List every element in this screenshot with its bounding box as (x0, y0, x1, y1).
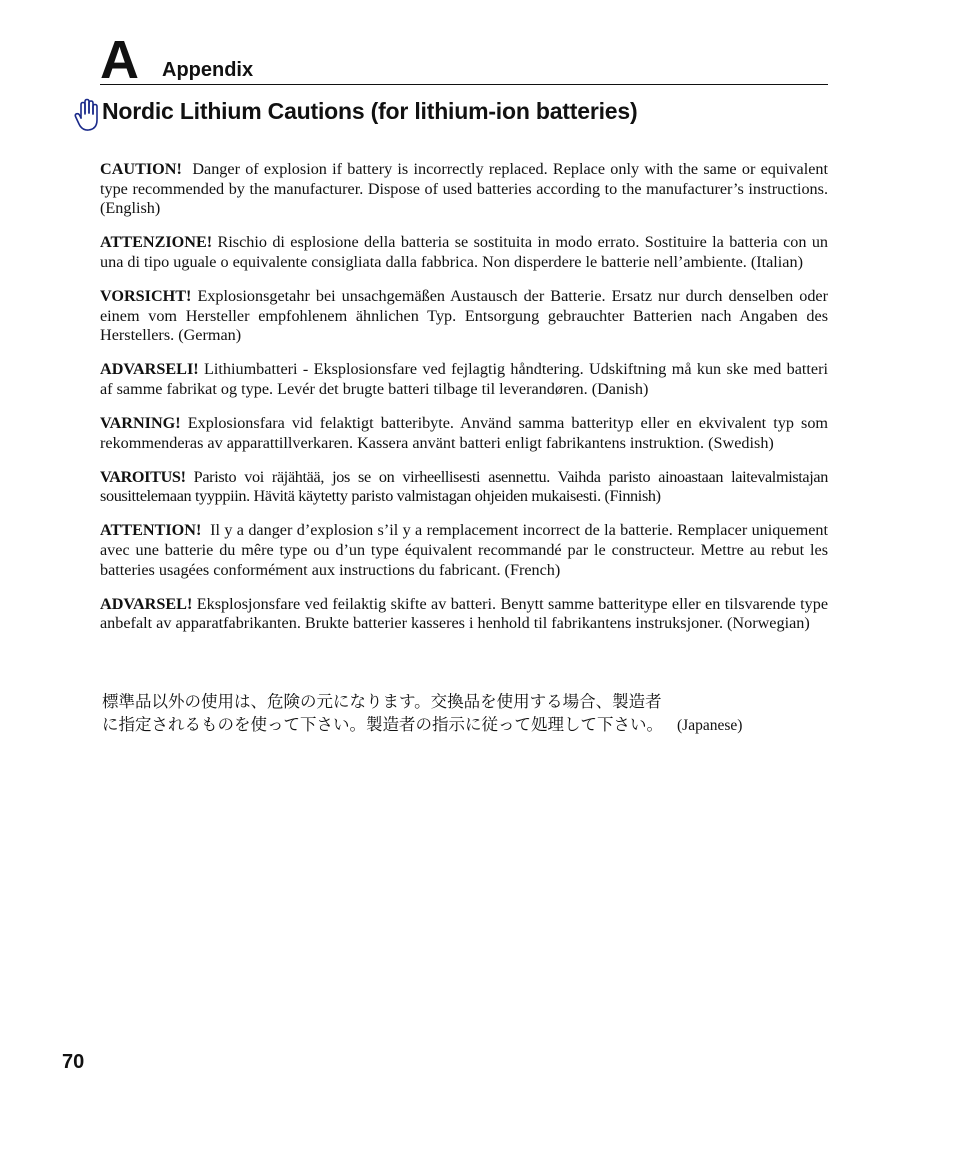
caution-finnish (100, 468, 828, 507)
caution-french (100, 521, 828, 580)
caution-label: CAUTION! (100, 160, 182, 178)
japanese-language-tag: (Japanese) (677, 717, 743, 734)
caution-swedish (100, 414, 828, 453)
caution-text: Lithiumbatteri - Eksplosionsfare ved fejlagtig håndtering. Udskiftning må kun ske med batteri af samme fabrikat og type. Levér det brugte batteri tilbage til leverandøren. (Danish) (100, 360, 828, 398)
caution-label: ATTENZIONE! (100, 233, 213, 252)
hand-icon (74, 98, 100, 132)
caution-text: Paristo voi räjähtää, jos se on virheellisesti asennettu. Vaihda paristo ainoastaan laitevalmistajan sousittelemaan tyyppiin. Hävitä käytetty paristo valmistagan ohjeiden mukaisesti. (Finnish) (100, 467, 828, 506)
caution-label: VARNING! (100, 413, 181, 432)
caution-label: VAROITUS! (100, 467, 186, 486)
caution-label: ADVARSEL! (100, 594, 193, 613)
section-title: Nordic Lithium Cautions (for lithium-ion batteries) (102, 98, 638, 124)
japanese-line-2 (102, 713, 832, 737)
japanese-line-2-text: に指定されるものを使って下さい。製造者の指示に従って処理して下さい。 (102, 715, 663, 734)
caution-japanese (102, 690, 832, 737)
caution-italian (100, 233, 828, 272)
caution-text: Danger of explosion if battery is incorrectly replaced. Replace only with the same or equivalent type recommended by the manufacturer. Dispose of used batteries according to the manufacturer’s instructions. (English) (100, 160, 828, 218)
caution-english (100, 160, 828, 219)
caution-german (100, 287, 828, 346)
japanese-line-1: 標準品以外の使用は、危険の元になります。交換品を使用する場合、製造者 (102, 692, 662, 711)
caution-label: VORSICHT! (100, 286, 192, 305)
header-divider (100, 84, 828, 85)
caution-text: Eksplosjonsfare ved feilaktig skifte av batteri. Benytt samme batteritype eller en tilsvarende type anbefalt av apparatfabrikanten. Brukte batterier kasseres i henhold til fabrikantens instruksjoner. (Norwegian) (100, 594, 829, 633)
page-number: 70 (62, 1051, 85, 1073)
caution-danish (100, 360, 828, 399)
caution-label: ADVARSELI! (100, 360, 199, 379)
caution-list (100, 160, 828, 648)
caution-norwegian (100, 595, 828, 634)
appendix-letter: A (100, 30, 138, 90)
caution-text: Rischio di esplosione della batteria se sostituita in modo errato. Sostituire la batteria con un una di tipo uguale o equivalente consigliata dalla fabbrica. Non disperdere le batterie nell’ambiente. (Italian) (100, 233, 829, 271)
caution-text: Explosionsgetahr bei unsachgemäßen Austausch der Batterie. Ersatz nur durch denselben oder einem vom Hersteller empfohlenem ähnlichen Typ. Entsorgung gebrauchter Batterien nach Angaben des Herstellers. (German) (100, 286, 828, 345)
caution-label: ATTENTION! (100, 521, 202, 540)
caution-text: Il y a danger d’explosion s’il y a remplacement incorrect de la batterie. Remplacer uniquement avec une batterie du mêre type ou d’un type équivalent recommandé par le constructeur. Mettre au rebut les batteries usagées conformément aux instructions du fabricant. (French) (100, 521, 829, 579)
appendix-label: Appendix (162, 59, 254, 81)
caution-text: Explosionsfara vid felaktigt batteribyte. Använd samma batterityp eller en ekvivalent typ som rekommenderas av apparattillverkaren. Kassera använt batteri enligt fabrikantens instruktion. (Swedish) (100, 413, 829, 452)
